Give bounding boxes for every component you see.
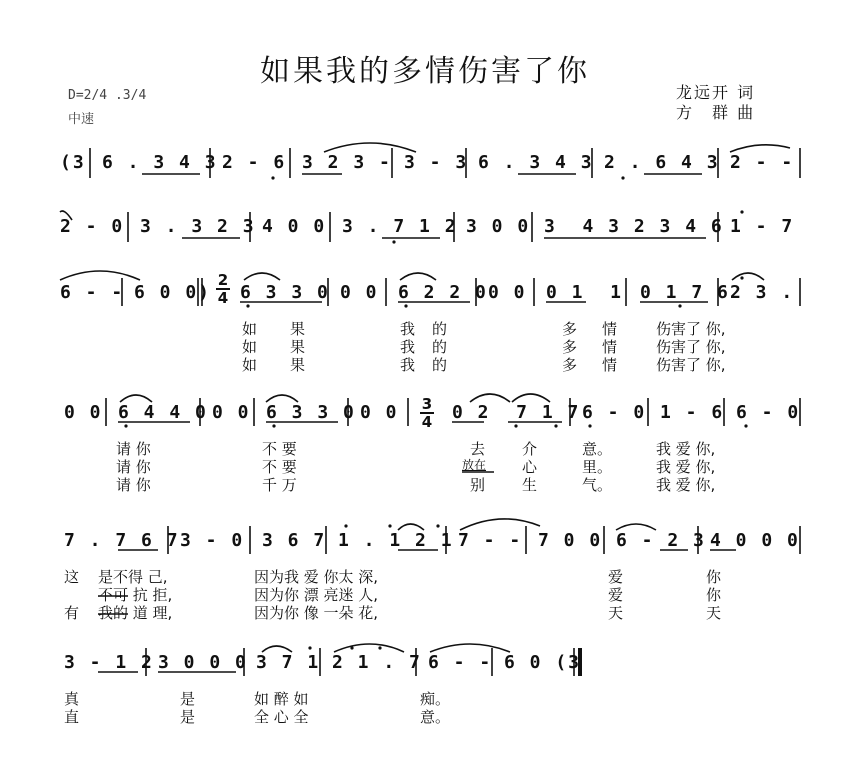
measure: 0 0: [212, 402, 251, 423]
measure: 7 0 0: [538, 530, 603, 551]
lyricist-credit: 龙远开 词: [676, 83, 756, 102]
measure: 6 . 3 4 3: [102, 152, 218, 173]
song-title: 如果我的多情伤害了你: [260, 54, 590, 89]
measure: 0 0: [340, 282, 379, 303]
lyric-verse-2: 不可 抗 拒, 因为你 漂 亮迷 人, 爱 你: [98, 586, 722, 604]
score-line-5: [0, 530, 850, 570]
measure: 0 1 7 6: [640, 282, 730, 303]
measure: 2 - 0: [60, 216, 125, 237]
measure: 3 6 7: [262, 530, 327, 551]
measure: 3 . 3 2 3: [140, 216, 256, 237]
measure: 3 - 3: [404, 152, 469, 173]
measure: 2 1 . 7: [332, 652, 422, 673]
measure: 6 - -: [60, 282, 125, 303]
measure: 6 3 3 0: [266, 402, 356, 423]
tempo-marking: 中速: [68, 112, 95, 127]
lyric-verse-2: 直 是 全 心 全 意。: [64, 708, 451, 726]
measure: 0 1 1: [546, 282, 624, 303]
measure: 6 - 0: [736, 402, 801, 423]
time-signature: 3 4: [421, 395, 433, 431]
score-line-1: [0, 152, 850, 192]
score-line-6: [0, 652, 850, 692]
measure: 3 4 3 2 3 4 6: [544, 216, 724, 237]
measure: 3 0 0 0: [158, 652, 248, 673]
measure: 0 2 7 1 7: [452, 402, 581, 423]
lyric-verse-1: 真 是 如 醉 如 痴。: [64, 690, 451, 708]
time-signature: 2 4: [217, 271, 229, 307]
lyric-verse-1: 这 是不得 己, 因为我 爱 你太 深, 爱 你: [64, 568, 722, 586]
measure: (3: [60, 152, 86, 173]
lyric-verse-3: 如 果 我 的 多 情 伤害了 你,: [242, 356, 726, 374]
measure: 3 - 0: [180, 530, 245, 551]
measure: 3 2 3 -: [302, 152, 392, 173]
lyric-verse-3: 请 你 千 万 别 生 气。 我 爱 你,: [116, 476, 716, 494]
measure: 0 0: [64, 402, 103, 423]
measure: 6 4 4 0: [118, 402, 208, 423]
measure: 6 0 0): [134, 282, 212, 303]
measure: 6 - -: [428, 652, 493, 673]
measure: 3 - 1 2: [64, 652, 154, 673]
measure: 0 0: [360, 402, 399, 423]
measure: 4 0 0 0: [710, 530, 800, 551]
measure: 2 3 .: [730, 282, 795, 303]
score-line-3: [0, 282, 850, 322]
measure: 6 3 3 0: [240, 282, 330, 303]
measure: 6 . 3 4 3: [478, 152, 594, 173]
measure: 6 0 (3: [504, 652, 582, 673]
measure: 4 0 0: [262, 216, 327, 237]
measure: 2 . 6 4 3: [604, 152, 720, 173]
measure: 1 - 6: [660, 402, 725, 423]
measure: 1 . 1 2 1: [338, 530, 454, 551]
score-line-2: [0, 216, 850, 256]
measure: 7 - -: [458, 530, 523, 551]
key-time-signature: D=2/4 .3/4: [68, 88, 147, 103]
lyric-verse-2: 请 你 不 要 放在 心 里。 我 爱 你,: [116, 458, 716, 476]
measure: 6 2 2 0: [398, 282, 488, 303]
measure: 1 - 7: [730, 216, 795, 237]
measure: 7 . 7 6 7: [64, 530, 180, 551]
lyric-verse-1: 请 你 不 要 去 介 意。 我 爱 你,: [116, 440, 716, 458]
measure: 6 - 0: [582, 402, 647, 423]
measure: 3 . 7 1 2: [342, 216, 458, 237]
measure: 3 7 1: [256, 652, 321, 673]
measure: 2 - -: [730, 152, 795, 173]
measure: 3 0 0: [466, 216, 531, 237]
lyric-verse-1: 如 果 我 的 多 情 伤害了 你,: [242, 320, 726, 338]
composer-credit: 方 群 曲: [676, 103, 756, 122]
measure: 6 - 2 3: [616, 530, 706, 551]
lyric-verse-3: 有 我的 道 理, 因为你 像 一朵 花, 天 天: [64, 604, 722, 622]
measure: 2 - 6: [222, 152, 287, 173]
lyric-verse-2: 如 果 我 的 多 情 伤害了 你,: [242, 338, 726, 356]
measure: 0 0: [488, 282, 527, 303]
